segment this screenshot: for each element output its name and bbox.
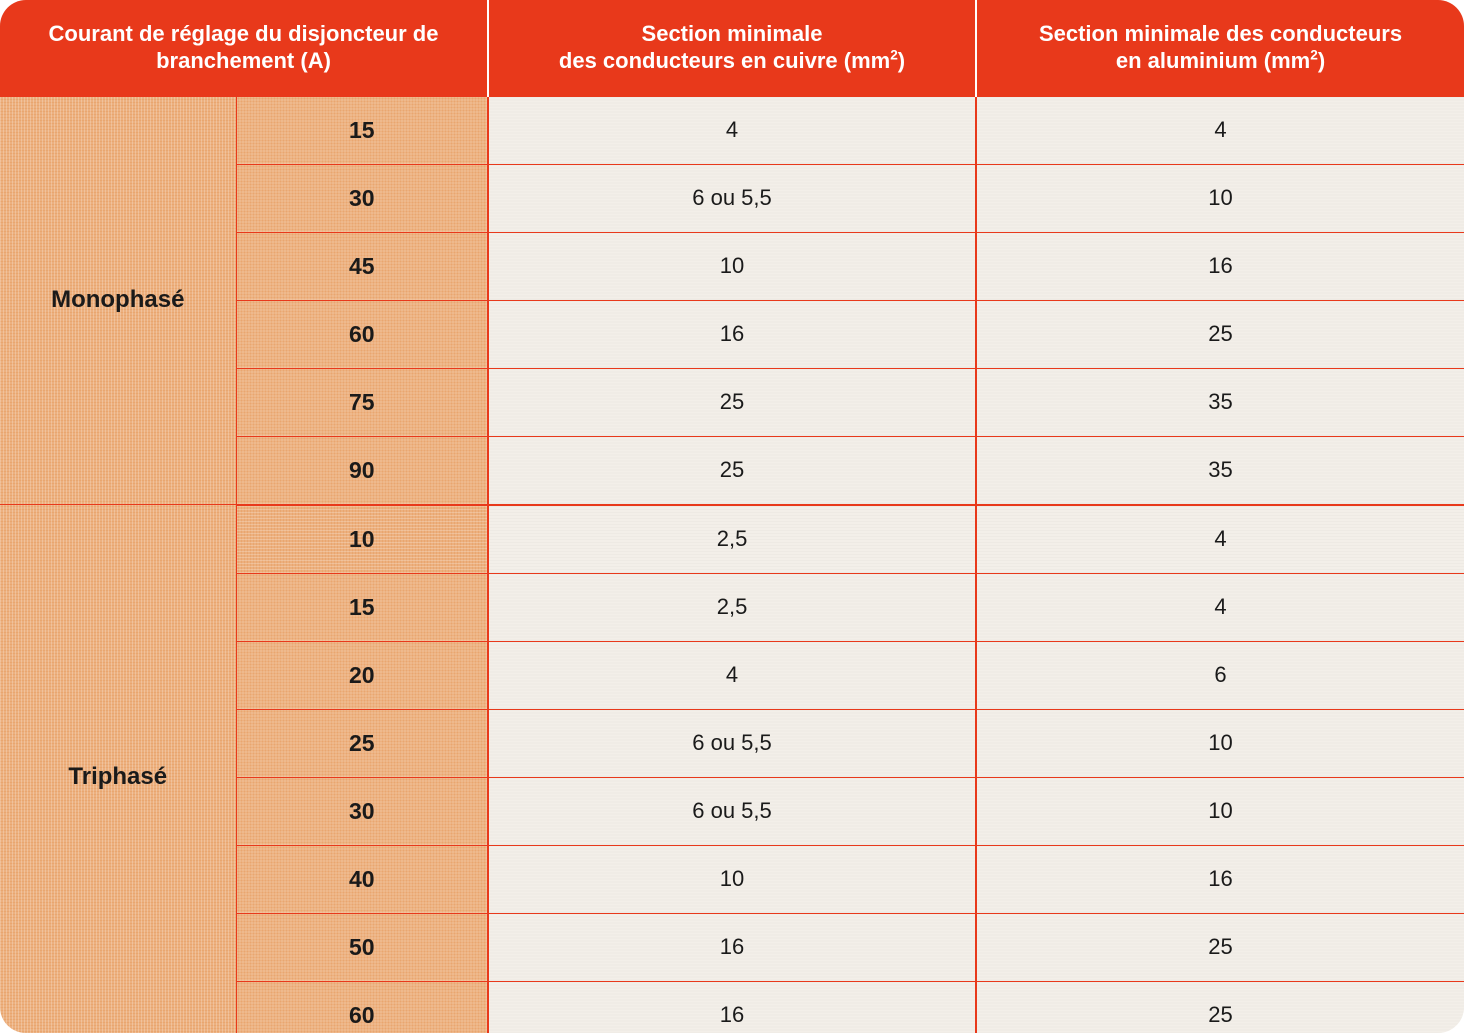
- cell-copper-section: 16: [488, 300, 976, 368]
- cell-aluminium-section: 4: [976, 96, 1464, 164]
- cell-aluminium-section: 4: [976, 505, 1464, 574]
- cell-aluminium-section: 16: [976, 845, 1464, 913]
- cell-copper-section: 6 ou 5,5: [488, 709, 976, 777]
- cell-current: 50: [236, 913, 488, 981]
- cell-aluminium-section: 10: [976, 709, 1464, 777]
- table-row: [0, 505, 1464, 574]
- cell-current: 75: [236, 368, 488, 436]
- cell-copper-section: 6 ou 5,5: [488, 164, 976, 232]
- cell-copper-section: 10: [488, 232, 976, 300]
- cell-aluminium-section: 25: [976, 913, 1464, 981]
- cell-copper-section: 25: [488, 436, 976, 505]
- cell-current: 10: [236, 505, 488, 574]
- cell-aluminium-section: 25: [976, 981, 1464, 1033]
- column-header-aluminium-line2: en aluminium (mm: [1115, 47, 1311, 73]
- column-header-aluminium: [976, 0, 1464, 96]
- cell-aluminium-section: 4: [976, 573, 1464, 641]
- cell-current: 90: [236, 436, 488, 505]
- row-group-label-triphase: Triphasé: [0, 505, 236, 1033]
- copper-unit-exponent: 2: [890, 47, 898, 63]
- cell-current: 15: [236, 573, 488, 641]
- column-header-copper-line2: des conducteurs en cuivre (mm: [558, 47, 891, 73]
- cell-aluminium-section: 10: [976, 164, 1464, 232]
- column-header-copper: [488, 0, 976, 96]
- cell-aluminium-section: 6: [976, 641, 1464, 709]
- column-header-copper-line2-end: ): [897, 47, 906, 73]
- cell-current: 60: [236, 981, 488, 1033]
- cell-current: 60: [236, 300, 488, 368]
- cell-current: 40: [236, 845, 488, 913]
- cell-copper-section: 2,5: [488, 573, 976, 641]
- cell-copper-section: 16: [488, 981, 976, 1033]
- cell-current: 30: [236, 777, 488, 845]
- cell-current: 45: [236, 232, 488, 300]
- cell-copper-section: 2,5: [488, 505, 976, 574]
- cell-copper-section: 4: [488, 641, 976, 709]
- cell-copper-section: 25: [488, 368, 976, 436]
- column-header-copper-line1: Section minimale: [641, 20, 823, 46]
- cell-current: 30: [236, 164, 488, 232]
- table-body: [0, 96, 1464, 1033]
- cell-current: 20: [236, 641, 488, 709]
- cell-copper-section: 16: [488, 913, 976, 981]
- cell-aluminium-section: 35: [976, 436, 1464, 505]
- aluminium-unit-exponent: 2: [1310, 47, 1318, 63]
- cell-aluminium-section: 10: [976, 777, 1464, 845]
- cell-aluminium-section: 16: [976, 232, 1464, 300]
- cell-copper-section: 4: [488, 96, 976, 164]
- column-header-aluminium-line2-end: ): [1317, 47, 1326, 73]
- table-row: [0, 96, 1464, 164]
- cell-aluminium-section: 35: [976, 368, 1464, 436]
- row-group-label-monophase: Monophasé: [0, 96, 236, 505]
- column-header-aluminium-line1: Section minimale des conducteurs: [1038, 20, 1403, 46]
- cell-current: 25: [236, 709, 488, 777]
- cell-copper-section: 6 ou 5,5: [488, 777, 976, 845]
- cell-current: 15: [236, 96, 488, 164]
- table-header: [0, 0, 1464, 96]
- table-header-row: [0, 0, 1464, 96]
- column-header-current: Courant de réglage du disjoncteur de branchement (A): [0, 0, 488, 96]
- cell-aluminium-section: 25: [976, 300, 1464, 368]
- cell-copper-section: 10: [488, 845, 976, 913]
